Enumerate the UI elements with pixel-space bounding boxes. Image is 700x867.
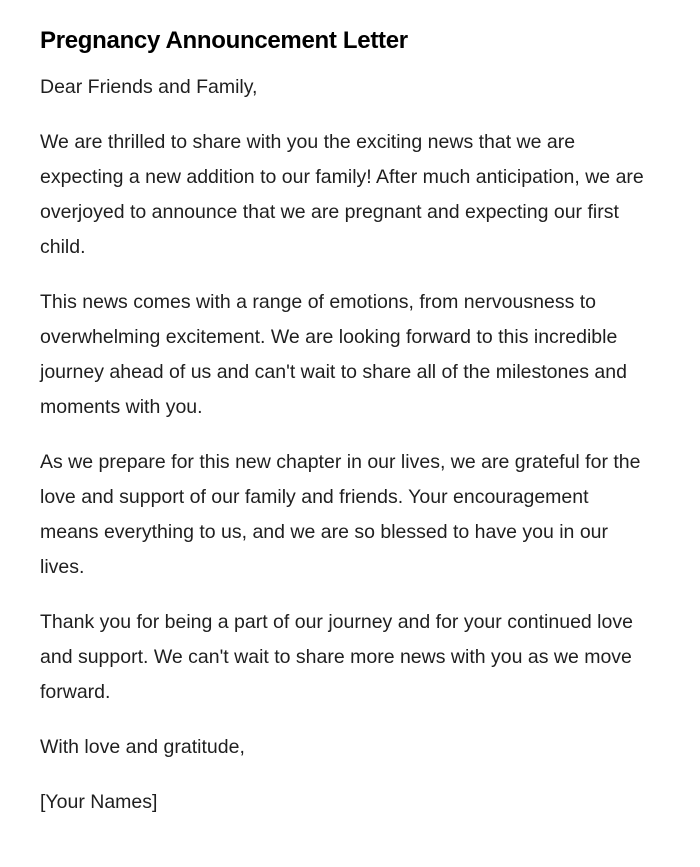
- letter-closing: With love and gratitude,: [40, 736, 245, 758]
- letter-paragraph-4: Thank you for being a part of our journey and for your continued love and support. We can't wait to share more news with you as we move forward.: [40, 611, 633, 703]
- letter-title: Pregnancy Announcement Letter: [40, 27, 408, 54]
- letter-paragraph-3: As we prepare for this new chapter in our lives, we are grateful for the love and support of our family and friends. Your encouragement means everything to us, and we are so blessed to have you in our lives.: [40, 451, 641, 578]
- letter-document: [40, 26, 650, 820]
- letter-paragraph-1: We are thrilled to share with you the exciting news that we are expecting a new addition to our family! After much anticipation, we are overjoyed to announce that we are pregnant and expecting our first child.: [40, 131, 644, 258]
- letter-signature: [Your Names]: [40, 791, 158, 813]
- letter-salutation: Dear Friends and Family,: [40, 76, 258, 98]
- letter-paragraph-2: This news comes with a range of emotions, from nervousness to overwhelming excitement. We are looking forward to this incredible journey ahead of us and can't wait to share all of the milestones and moments with you.: [40, 291, 627, 418]
